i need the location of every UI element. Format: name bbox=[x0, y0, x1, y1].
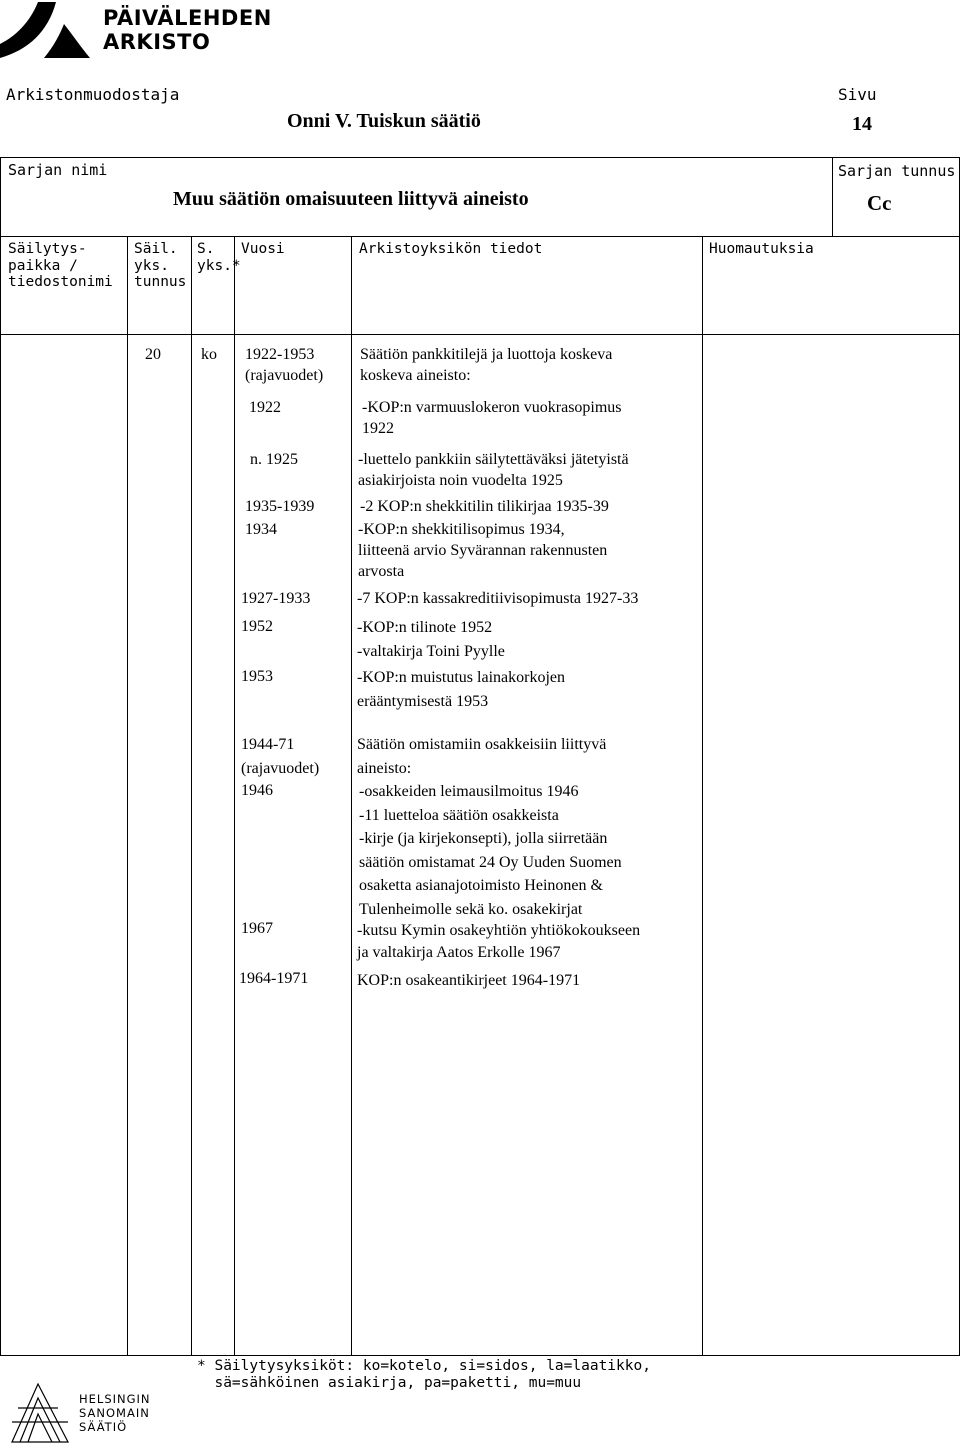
entry-info: -luettelo pankkiin säilytettäväksi jätetyistä asiakirjoista noin vuodelta 1925 bbox=[358, 451, 629, 489]
entry-year: 1934 bbox=[245, 521, 277, 538]
entry-year: 1967 bbox=[241, 920, 273, 937]
entry-year: 1935-1939 bbox=[245, 498, 315, 515]
entry-info: Säätiön pankkitilejä ja luottoja koskeva koskeva aineisto: bbox=[360, 346, 613, 384]
col-notes-header: Huomautuksia bbox=[709, 241, 814, 257]
entry-info: -KOP:n muistutus lainakorkojen erääntymisestä 1953 bbox=[357, 669, 565, 710]
logo-mark-icon bbox=[0, 0, 92, 60]
footer-logo-line3: SÄÄTIÖ bbox=[79, 1420, 128, 1434]
footer-logo-line2: SANOMAIN bbox=[79, 1406, 150, 1420]
entry-year: 1927-1933 bbox=[241, 590, 311, 607]
entry-info: -osakkeiden leimausilmoitus 1946 -11 luetteloa säätiön osakkeista -kirje (ja kirjekonsepti), jolla siirretään säätiön omistamat 24 Oy Uuden Suomen osaketta asianajotoimisto Heinonen & Tulenheimolle sekä ko. osakekirjat bbox=[359, 783, 622, 918]
unit-type: ko bbox=[201, 346, 217, 363]
col-location-header: Säilytys- paikka / tiedostonimi bbox=[8, 241, 113, 290]
logo-text-line1: PÄIVÄLEHDEN bbox=[103, 6, 272, 30]
entry-info: -7 KOP:n kassakreditiivisopimusta 1927-33 bbox=[357, 590, 639, 607]
entry-info: Säätiön omistamiin osakkeisiin liittyvä aineisto: bbox=[357, 736, 607, 777]
page-number: 14 bbox=[852, 113, 872, 135]
entry-year: 1922 bbox=[249, 399, 281, 416]
entry-year: 1953 bbox=[241, 668, 273, 685]
footnote: * Säilytysyksiköt: ko=kotelo, si=sidos, la=laatikko, sä=sähköinen asiakirja, pa=paketti, mu=muu bbox=[197, 1358, 651, 1391]
entry-info: -2 KOP:n shekkitilin tilikirjaa 1935-39 bbox=[360, 498, 609, 515]
entry-year: 1946 bbox=[241, 782, 273, 799]
page-label: Sivu bbox=[838, 85, 877, 104]
col-unit-type-header: S. yks.* bbox=[197, 241, 241, 274]
footer-logo-line1: HELSINGIN bbox=[79, 1392, 151, 1406]
foundation-logo-icon bbox=[8, 1378, 72, 1446]
unit-number: 20 bbox=[145, 346, 161, 363]
series-name: Muu säätiön omaisuuteen liittyvä aineisto bbox=[173, 188, 529, 210]
entry-info: -kutsu Kymin osakeyhtiön yhtiökokoukseen ja valtakirja Aatos Erkolle 1967 bbox=[357, 922, 641, 961]
archive-creator-label: Arkistonmuodostaja bbox=[6, 85, 180, 104]
entry-info: -KOP:n tilinote 1952 -valtakirja Toini Pyylle bbox=[357, 619, 505, 660]
col-info-header: Arkistoyksikön tiedot bbox=[359, 241, 543, 257]
entry-info: -KOP:n varmuuslokeron vuokrasopimus 1922 bbox=[362, 399, 622, 437]
series-id-label: Sarjan tunnus bbox=[838, 162, 956, 180]
entry-info: KOP:n osakeantikirjeet 1964-1971 bbox=[357, 972, 581, 989]
entry-info: -KOP:n shekkitilisopimus 1934, liitteenä arvio Syvärannan rakennusten arvosta bbox=[358, 521, 608, 580]
col-unit-id-header: Säil. yks. tunnus bbox=[134, 241, 187, 290]
series-id: Cc bbox=[867, 191, 892, 215]
entry-year: 1922-1953 (rajavuodet) bbox=[245, 346, 324, 384]
entry-year: 1944-71 (rajavuodet) bbox=[241, 736, 320, 777]
logo-text-line2: ARKISTO bbox=[103, 30, 211, 54]
entry-year: 1952 bbox=[241, 618, 273, 635]
entry-year: 1964-1971 bbox=[239, 970, 309, 987]
series-name-label: Sarjan nimi bbox=[8, 161, 108, 179]
archive-creator: Onni V. Tuiskun säätiö bbox=[287, 110, 481, 132]
entry-year: n. 1925 bbox=[250, 451, 298, 468]
col-year-header: Vuosi bbox=[241, 241, 285, 257]
